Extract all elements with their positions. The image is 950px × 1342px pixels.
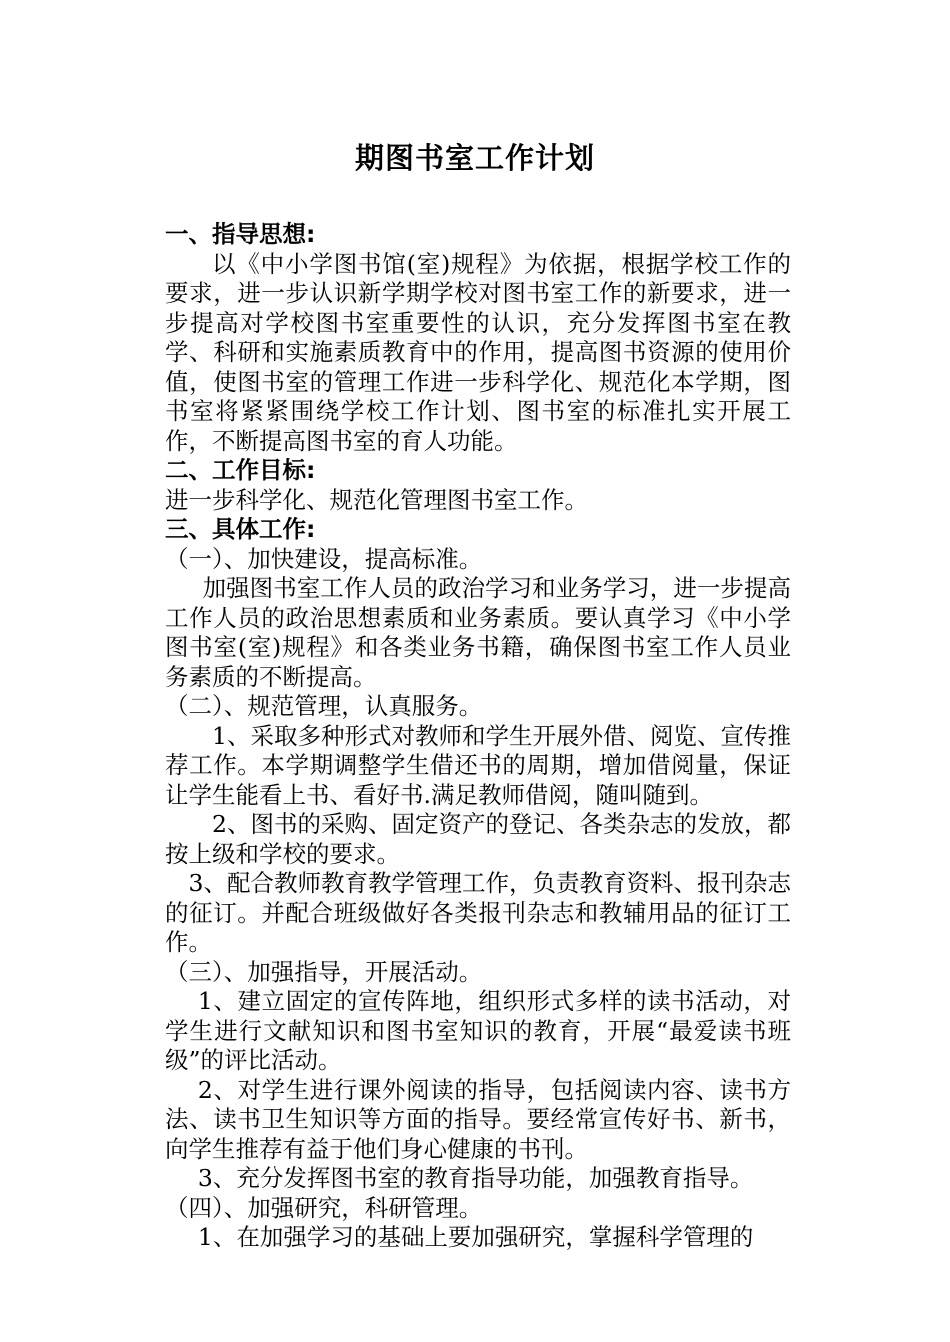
paragraph-work-goals: 进一步科学化、规范化管理图书室工作。 (165, 485, 588, 514)
list-item-three-2: 2、对学生进行课外阅读的指导，包括阅读内容、读书方法、读书卫生知识等方面的指导。要经常宣传好书、新书，向学生推荐有益于他们身心健康的书刊。 (165, 1075, 791, 1163)
section-heading-specific-work: 三、具体工作: (165, 515, 316, 543)
document-title: 期图书室工作计划 (354, 141, 595, 175)
list-item-two-3: 3、配合教师教育教学管理工作，负责教育资料、报刊杂志的征订。并配合班级做好各类报刊杂志和教辅用品的征订工作。 (165, 869, 791, 956)
section-heading-guiding-ideology: 一、指导思想: (165, 220, 316, 248)
list-item-three-3: 3、充分发挥图书室的教育指导功能，加强教育指导。 (197, 1164, 754, 1192)
subheading-three: （三）、加强指导，开展活动。 (165, 957, 483, 986)
section-heading-work-goals: 二、工作目标: (165, 456, 316, 484)
document-body (165, 220, 791, 1253)
subheading-two: （二）、规范管理，认真服务。 (165, 692, 483, 720)
paragraph-staff-study: 加强图书室工作人员的政治学习和业务学习，进一步提高工作人员的政治思想素质和业务素质。要认真学习《中小学图书室(室)规程》和各类业务书籍，确保图书室工作人员业务素质的不断提高。 (165, 574, 791, 691)
subheading-one: （一）、加快建设，提高标准。 (165, 544, 483, 573)
list-item-two-1: 1、采取多种形式对教师和学生开展外借、阅览、宣传推荐工作。本学期调整学生借还书的周期，增加借阅量，保证让学生能看上书、看好书.满足教师借阅，随叫随到。 (165, 721, 791, 809)
list-item-two-2: 2、图书的采购、固定资产的登记、各类杂志的发放，都按上级和学校的要求。 (165, 810, 791, 868)
list-item-four-1: 1、在加强学习的基础上要加强研究，掌握科学管理的 (197, 1223, 754, 1251)
list-item-three-1: 1、建立固定的宣传阵地，组织形式多样的读书活动，对学生进行文献知识和图书室知识的教育，开展“最爱读书班级”的评比活动。 (165, 987, 791, 1074)
paragraph-guiding-ideology: 以《中小学图书馆(室)规程》为依据，根据学校工作的要求，进一步认识新学期学校对图书室工作的新要求，进一步提高对学校图书室重要性的认识，充分发挥图书室在教学、科研和实施素质教育中的作用，提高图书资源的使用价值，使图书室的管理工作进一步科学化、规范化本学期，图书室将紧紧围绕学校工作计划、图书室的标准扎实开展工作，不断提高图书室的育人功能。 (165, 249, 791, 455)
subheading-four: （四）、加强研究，科研管理。 (165, 1193, 483, 1222)
